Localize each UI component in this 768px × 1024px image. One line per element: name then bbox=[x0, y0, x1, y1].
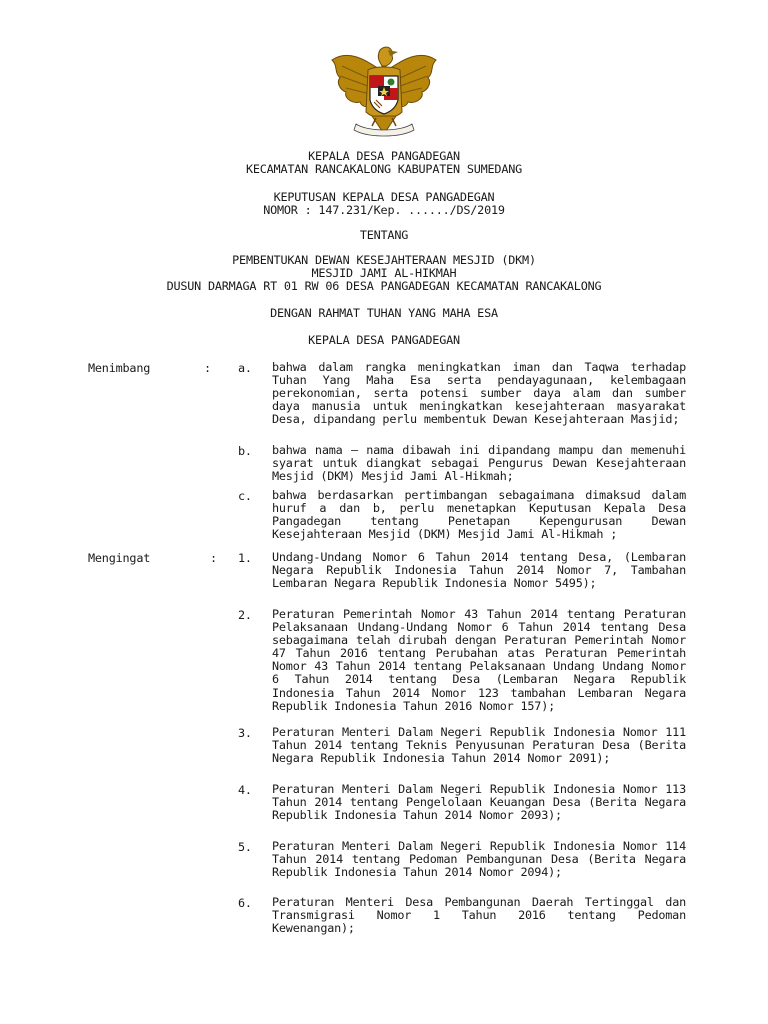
item-marker: 4. bbox=[238, 783, 252, 797]
item-marker: 3. bbox=[238, 726, 252, 740]
subject-line3: DUSUN DARMAGA RT 01 RW 06 DESA PANGADEGAN KECAMATAN RANCAKALONG bbox=[166, 279, 602, 294]
item-marker: 2. bbox=[238, 608, 252, 622]
subject-line1: PEMBENTUKAN DEWAN KESEJAHTERAAN MESJID (DKM) bbox=[232, 253, 536, 267]
item-marker: 5. bbox=[238, 840, 252, 854]
item-text: bahwa nama – nama dibawah ini dipandang mampu dan memenuhi syarat untuk diangkat sebagai Pengurus Dewan Kesejahteraan Mesjid (DKM) Mesjid Jami Al-Hikmah; bbox=[272, 443, 686, 484]
item-text: Peraturan Pemerintah Nomor 43 Tahun 2014 tentang Peraturan Pelaksanaan Undang-Undang Nomor 6 Tahun 2014 tentang Desa sebagaimana telah dirubah dengan Peraturan Pemerintah Nomor 47 Tahun 2016 tentang Perubahan atas Peraturan Pemerintah Nomor 43 Tahun 2014 tentang Pelaksanaan Undang Undang Nomor 6 Tahun 2014 tentang Desa (Lembaran Negara Republik Indonesia Tahun 2014 Nomor 123 tambahan Lembaran Negara Republik Indonesia Tahun 2016 Nomor 157); bbox=[272, 607, 686, 713]
garuda-emblem-icon bbox=[328, 42, 440, 142]
authority-text: KEPALA DESA PANGADEGAN bbox=[308, 333, 460, 347]
heading-line1: KEPALA DESA PANGADEGAN bbox=[308, 149, 460, 163]
item-text: Peraturan Menteri Dalam Negeri Republik Indonesia Nomor 114 Tahun 2014 tentang Pedoman Pembangunan Desa (Berita Negara Republik Indonesia Tahun 2014 Nomor 2094); bbox=[272, 839, 686, 880]
heading-line2: KECAMATAN RANCAKALONG KABUPATEN SUMEDANG bbox=[245, 162, 523, 177]
item-text: bahwa dalam rangka meningkatkan iman dan Taqwa terhadap Tuhan Yang Maha Esa serta pendayagunaan, kelembagaan perekonomian, serta potensi sumber daya alam dan sumber daya manusia untuk meningkatkan kesejahteraan masyarakat Desa, dipandang perlu membentuk Dewan Kesejahteraan Masjid; bbox=[272, 360, 686, 427]
mengingat-colon: : bbox=[210, 551, 217, 565]
item-text: Peraturan Menteri Desa Pembangunan Daerah Tertinggal dan Transmigrasi Nomor 1 Tahun 2016 tentang Pedoman Kewenangan); bbox=[272, 895, 686, 936]
item-marker: c. bbox=[238, 489, 252, 503]
item-text: Undang-Undang Nomor 6 Tahun 2014 tentang Desa, (Lembaran Negara Republik Indonesia Tahun 2014 Nomor 7, Tambahan Lembaran Negara Republik Indonesia Nomor 5495); bbox=[272, 550, 686, 591]
menimbang-label: Menimbang bbox=[88, 361, 151, 375]
decree-number: NOMOR : 147.231/Kep. ....../DS/2019 bbox=[263, 203, 505, 218]
blessing-text: DENGAN RAHMAT TUHAN YANG MAHA ESA bbox=[270, 306, 498, 320]
document-heading bbox=[0, 150, 768, 176]
blessing-line bbox=[0, 307, 768, 320]
mengingat-label: Mengingat bbox=[88, 551, 151, 565]
decree-heading bbox=[0, 191, 768, 217]
item-text: Peraturan Menteri Dalam Negeri Republik Indonesia Nomor 111 Tahun 2014 tentang Teknis Penyusunan Peraturan Desa (Berita Negara Republik Indonesia Tahun 2014 Nomor 2091); bbox=[272, 725, 686, 766]
subject-line2: MESJID JAMI AL-HIKMAH bbox=[311, 266, 457, 281]
item-marker: 1. bbox=[238, 551, 252, 565]
menimbang-colon: : bbox=[204, 361, 211, 375]
authority-line bbox=[0, 334, 768, 347]
subject-heading bbox=[0, 254, 768, 294]
item-marker: a. bbox=[238, 361, 252, 375]
decree-title: KEPUTUSAN KEPALA DESA PANGADEGAN bbox=[273, 190, 495, 204]
about-label: TENTANG bbox=[359, 228, 409, 242]
about-heading bbox=[0, 229, 768, 242]
item-marker: b. bbox=[238, 444, 252, 458]
item-text: bahwa berdasarkan pertimbangan sebagaimana dimaksud dalam huruf a dan b, perlu menetapkan Keputusan Kepala Desa Pangadegan tentang Penetapan Kepengurusan Dewan Kesejahteraan Mesjid (DKM) Mesjid Jami Al-Hikmah ; bbox=[272, 488, 686, 542]
item-marker: 6. bbox=[238, 896, 252, 910]
item-text: Peraturan Menteri Dalam Negeri Republik Indonesia Nomor 113 Tahun 2014 tentang Pengelolaan Keuangan Desa (Berita Negara Republik Indonesia Tahun 2014 Nomor 2093); bbox=[272, 782, 686, 823]
